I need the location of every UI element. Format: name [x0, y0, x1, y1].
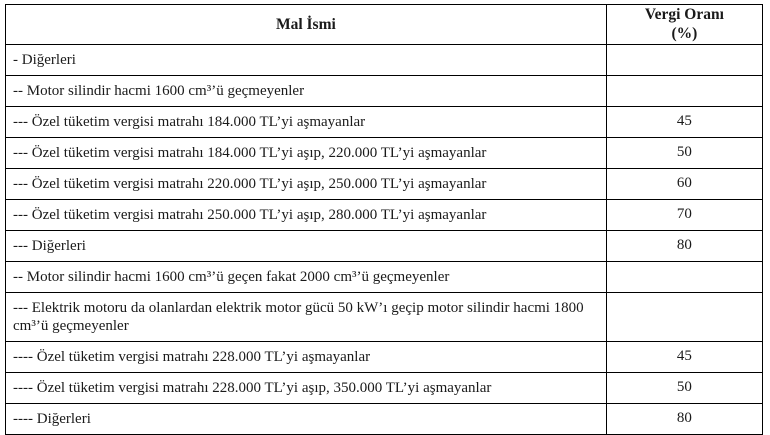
header-tax-rate-line2: (%) — [671, 25, 698, 43]
row-rate: 45 — [606, 106, 762, 137]
row-rate: 45 — [606, 341, 762, 372]
row-rate — [606, 44, 762, 75]
row-label: ---- Özel tüketim vergisi matrahı 228.000 TL’yi aşıp, 350.000 TL’yi aşmayanlar — [6, 372, 607, 403]
table-row — [6, 168, 763, 199]
row-rate: 80 — [606, 230, 762, 261]
table-body — [6, 44, 763, 434]
row-label: - Diğerleri — [6, 44, 607, 75]
table-row — [6, 292, 763, 341]
table-row — [6, 137, 763, 168]
header-tax-rate — [606, 5, 762, 45]
row-label: --- Özel tüketim vergisi matrahı 184.000 TL’yi aşıp, 220.000 TL’yi aşmayanlar — [6, 137, 607, 168]
document-page — [0, 4, 770, 427]
table-row — [6, 403, 763, 434]
table-row — [6, 44, 763, 75]
row-rate — [606, 75, 762, 106]
row-rate: 50 — [606, 137, 762, 168]
table-row — [6, 199, 763, 230]
table-row — [6, 106, 763, 137]
row-rate: 50 — [606, 372, 762, 403]
row-label: --- Özel tüketim vergisi matrahı 184.000 TL’yi aşmayanlar — [6, 106, 607, 137]
table-row — [6, 341, 763, 372]
row-label: --- Özel tüketim vergisi matrahı 250.000 TL’yi aşıp, 280.000 TL’yi aşmayanlar — [6, 199, 607, 230]
row-rate: 60 — [606, 168, 762, 199]
header-row — [6, 5, 763, 45]
tax-rate-table — [5, 4, 763, 435]
table-row — [6, 261, 763, 292]
header-goods-name: Mal İsmi — [6, 5, 607, 45]
row-label: --- Elektrik motoru da olanlardan elektrik motor gücü 50 kW’ı geçip motor silindir hacmi 1800 cm³’ü geçmeyenler — [6, 292, 607, 341]
row-label: -- Motor silindir hacmi 1600 cm³’ü geçmeyenler — [6, 75, 607, 106]
row-label: --- Diğerleri — [6, 230, 607, 261]
row-rate: 80 — [606, 403, 762, 434]
row-rate — [606, 261, 762, 292]
row-label: ---- Özel tüketim vergisi matrahı 228.000 TL’yi aşmayanlar — [6, 341, 607, 372]
table-row — [6, 75, 763, 106]
table-row — [6, 372, 763, 403]
row-rate: 70 — [606, 199, 762, 230]
header-tax-rate-line1: Vergi Oranı — [644, 6, 724, 23]
row-rate — [606, 292, 762, 341]
table-row — [6, 230, 763, 261]
table-header — [6, 5, 763, 45]
row-label: --- Özel tüketim vergisi matrahı 220.000 TL’yi aşıp, 250.000 TL’yi aşmayanlar — [6, 168, 607, 199]
row-label: ---- Diğerleri — [6, 403, 607, 434]
row-label: -- Motor silindir hacmi 1600 cm³’ü geçen fakat 2000 cm³’ü geçmeyenler — [6, 261, 607, 292]
